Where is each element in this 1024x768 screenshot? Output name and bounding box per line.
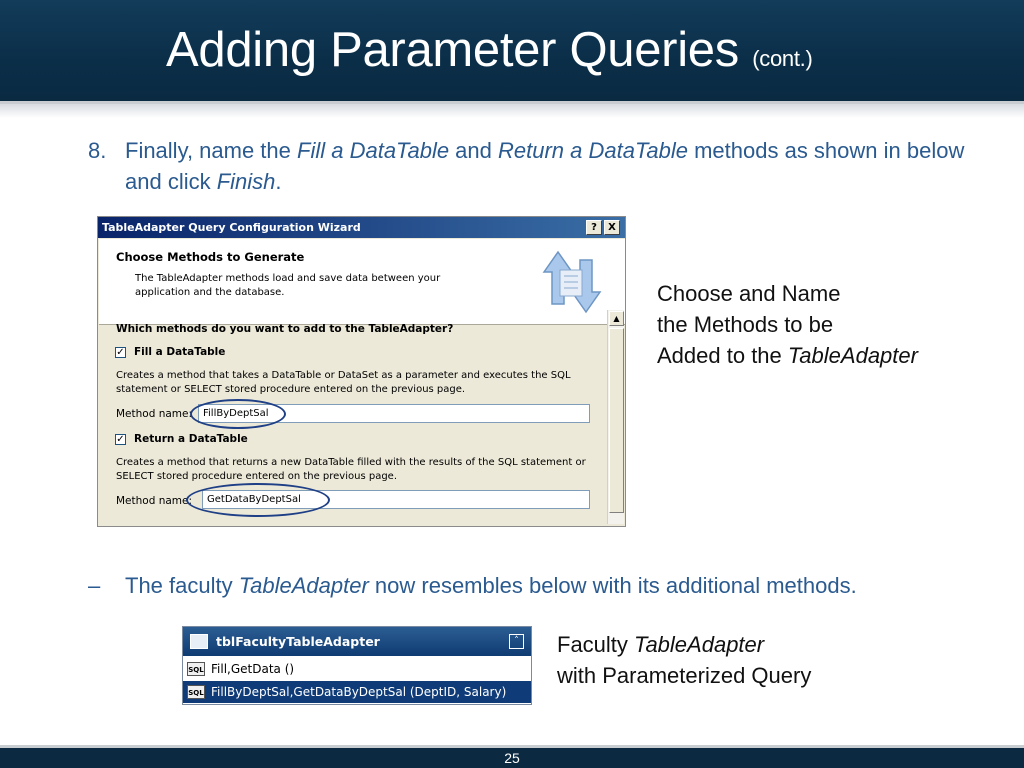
- method-text: Fill,GetData (): [211, 662, 295, 676]
- return-datatable-checkbox[interactable]: ✓: [116, 434, 125, 445]
- fill-datatable-desc: Creates a method that takes a DataTable or DataSet as a parameter and executes the SQL statement or SELECT stored procedure entered on the previous page.: [116, 370, 571, 395]
- table-adapter-method-row-selected[interactable]: [183, 681, 531, 703]
- fill-datatable-label: Fill a DataTable: [134, 346, 226, 358]
- scroll-up-icon[interactable]: ▲: [609, 311, 624, 326]
- callout-text: Faculty: [557, 632, 635, 657]
- step-text-part: methods as shown in below and click: [125, 138, 965, 194]
- return-datatable-desc: Creates a method that returns a new DataTable filled with the results of the SQL statement or SELECT stored procedure entered on the previous page.: [116, 457, 586, 482]
- callout-faculty-adapter: [557, 629, 811, 691]
- callout-line: [657, 340, 918, 371]
- slide-title-suffix: (cont.): [752, 46, 813, 71]
- help-button[interactable]: ?: [586, 220, 602, 235]
- fill-method-name-label: Method name:: [116, 408, 193, 420]
- table-adapter-icon: [190, 634, 208, 649]
- callout-line: [557, 629, 811, 660]
- title-banner: [0, 0, 1024, 104]
- methods-question: Which methods do you want to add to the TableAdapter?: [116, 323, 454, 335]
- callout-line: with Parameterized Query: [557, 663, 812, 688]
- title-shadow: [0, 104, 1024, 118]
- dash-text-part: The faculty: [125, 573, 239, 598]
- callout-line: the Methods to be: [657, 312, 834, 337]
- step-text-part: Finally, name the: [125, 138, 298, 163]
- wizard-header: [99, 239, 625, 325]
- page-number: 25: [504, 750, 520, 766]
- wizard-header-desc: The TableAdapter methods load and save data between your application and the database.: [135, 273, 441, 298]
- table-adapter-method-row[interactable]: [183, 658, 531, 680]
- step-emphasis: Return a DataTable: [498, 138, 688, 163]
- sql-icon: SQL: [187, 685, 205, 699]
- wizard-dialog: [97, 216, 626, 527]
- callout-line: Choose and Name: [657, 281, 841, 306]
- step-text: [125, 135, 965, 197]
- fill-method-name-input[interactable]: FillByDeptSal: [198, 404, 590, 423]
- callout-emphasis: TableAdapter: [787, 343, 918, 368]
- callout-emphasis: TableAdapter: [634, 632, 765, 657]
- footer-bar: [0, 745, 1024, 768]
- fill-method-highlight: [190, 399, 286, 429]
- scroll-thumb[interactable]: [609, 328, 624, 513]
- step-emphasis: Fill a DataTable: [297, 138, 450, 163]
- wizard-title-bar: TableAdapter Query Configuration Wizard: [98, 217, 625, 238]
- wizard-header-title: Choose Methods to Generate: [116, 250, 305, 264]
- slide-title: [166, 22, 813, 78]
- dash-text: [125, 571, 857, 601]
- step-text-part: .: [275, 169, 282, 194]
- collapse-chevron-icon[interactable]: ˄: [509, 634, 524, 649]
- return-method-name-label: Method name:: [116, 495, 193, 507]
- method-text: FillByDeptSal,GetDataByDeptSal (DeptID, Salary): [211, 685, 507, 699]
- step-number: 8.: [88, 138, 107, 163]
- table-adapter-name: tblFacultyTableAdapter: [216, 634, 380, 649]
- dash-emphasis: TableAdapter: [238, 573, 369, 598]
- slide-title-text: Adding Parameter Queries: [166, 23, 739, 77]
- callout-choose-methods: [657, 278, 918, 371]
- wizard-scrollbar[interactable]: [607, 310, 624, 524]
- dash-marker: –: [88, 573, 101, 598]
- return-method-highlight: [186, 483, 330, 517]
- close-button[interactable]: X: [604, 220, 620, 235]
- sql-icon: SQL: [187, 662, 205, 676]
- table-adapter-box: [182, 626, 532, 705]
- table-adapter-header: [183, 627, 531, 656]
- callout-text: Added to the: [657, 343, 788, 368]
- dash-text-part: now resembles below with its additional methods.: [368, 573, 857, 598]
- sync-arrows-icon: [536, 242, 606, 322]
- return-datatable-label: Return a DataTable: [134, 433, 248, 445]
- return-method-name-input[interactable]: GetDataByDeptSal: [202, 490, 590, 509]
- step-text-part: and: [449, 138, 498, 163]
- fill-datatable-checkbox[interactable]: ✓: [116, 347, 125, 358]
- step-emphasis: Finish: [216, 169, 276, 194]
